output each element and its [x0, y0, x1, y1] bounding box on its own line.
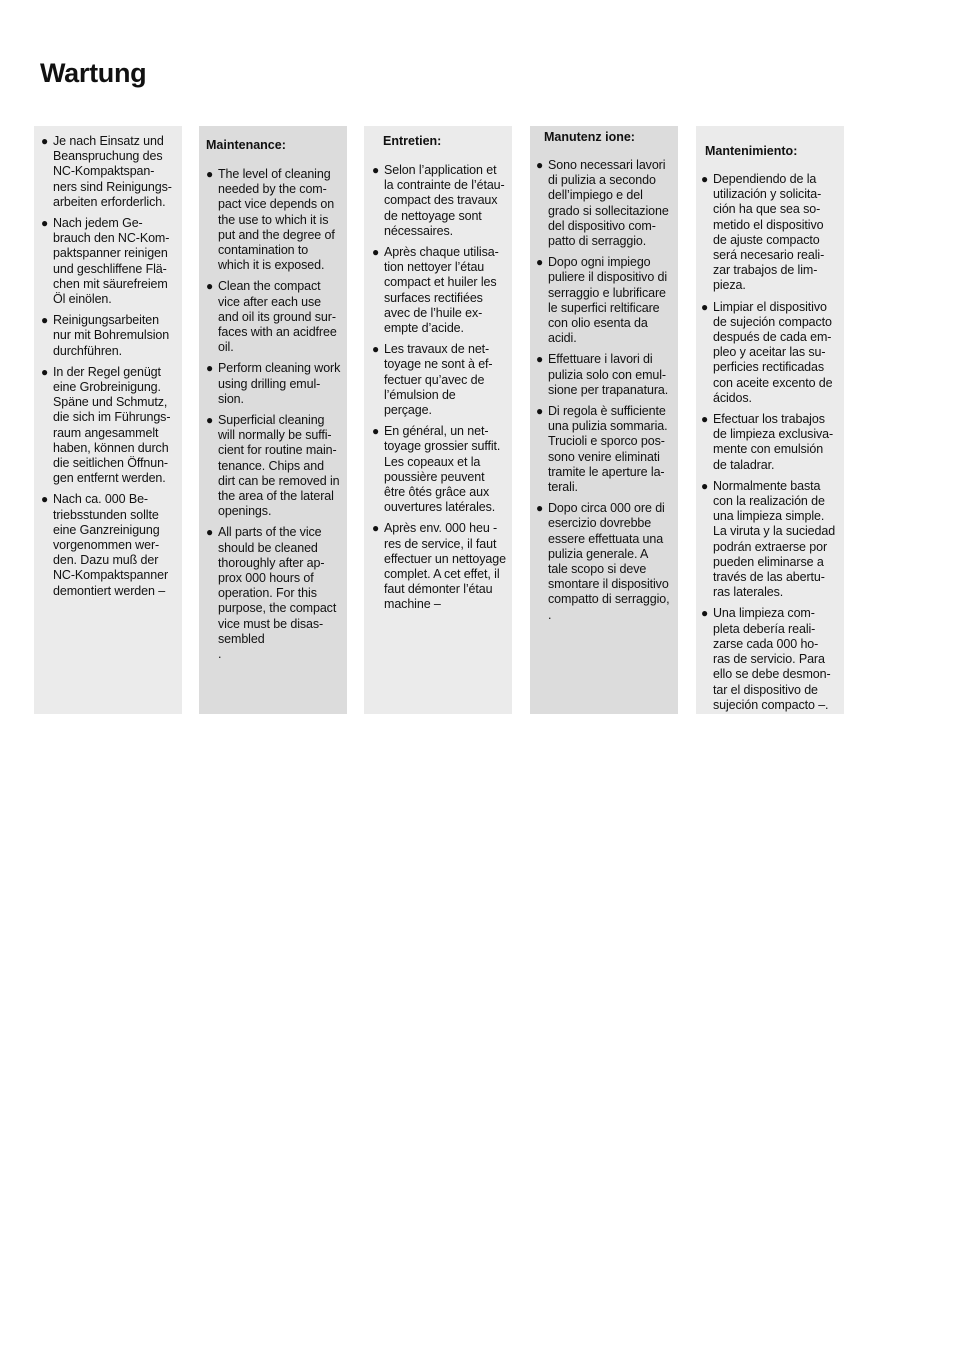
section-heading-entretien: Entretien: [383, 134, 442, 148]
bullet-list-german [34, 126, 182, 599]
bullet-icon: ● [41, 134, 49, 148]
column-english [199, 126, 347, 714]
list-item: ● Reinigungsarbeiten nur mit Bohremulsion durchführen. [41, 313, 170, 358]
bullet-icon: ● [41, 492, 49, 507]
bullet-icon: ● [536, 255, 544, 270]
list-item: ● Clean the compact vice after each use and oil its ground sur- faces with an acidfree oil. [206, 279, 337, 355]
list-item: ● Nach ca. 000 Be- triebsstunden sollte eine Ganzreinigung vorgenommen wer- den. Dazu muß der NC-Kompaktspanner demontiert werden – [41, 492, 169, 598]
bullet-icon: ● [372, 521, 380, 536]
list-item: ● Dependiendo de la utilización y solicita- ción ha que sea so- metido el dispositivo de ajuste compacto será necesario reali- zar trabajos de lim- pieza. [701, 172, 825, 293]
bullet-list-english [199, 153, 347, 662]
bullet-icon: ● [372, 163, 380, 177]
bullet-icon: ● [41, 364, 49, 379]
list-item: ● Dopo ogni impiego puliere il dispositivo di serraggio e lubrificare le superfici reltificare con olio esenta da acidi. [536, 255, 668, 346]
bullet-icon: ● [206, 167, 214, 181]
list-item: ● Normalmente basta con la realización de una limpieza simple. La viruta y la suciedad podrán extraerse por pueden eliminarse a través de las abertu- ras laterales. [701, 478, 836, 600]
bullet-icon: ● [372, 424, 380, 439]
list-item: ● Effettuare i lavori di pulizia solo con emul- sione per trapanatura. [536, 352, 669, 397]
list-item: ● Selon l’application et la contrainte de l’étau- compact des travaux de nettoyage sont nécessaires. [372, 163, 505, 238]
bullet-list-french [364, 149, 512, 613]
bullet-icon: ● [206, 525, 214, 540]
bullet-icon: ● [41, 216, 49, 231]
list-item: ● Les travaux de net- toyage ne sont à ef- fectuer qu’avec de l’émulsion de perçage. [372, 342, 493, 418]
list-item: ● Après chaque utilisa- tion nettoyer l’étau compact et huiler les surfaces rectifiées avec de l’huile ex- empte d’acide. [372, 245, 499, 336]
list-item: ● Après env. 000 heu - res de service, il faut effectuer un nettoyage complet. A cet effet, il faut démonter l’étau machine – [372, 521, 506, 612]
bullet-icon: ● [206, 413, 214, 428]
bullet-icon: ● [536, 158, 544, 172]
list-item: ● All parts of the vice should be cleaned thoroughly after ap- prox 000 hours of operation. For this purpose, the compact vice must be disas- sembled . [206, 525, 337, 662]
bullet-icon: ● [372, 245, 380, 260]
list-item: ● Di regola è sufficiente una pulizia sommaria. Trucioli e sporco pos- sono venire eliminati tramite le aperture la- terali. [536, 404, 668, 495]
page-title: Wartung [40, 58, 147, 88]
list-item: ● Efectuar los trabajos de limpieza exclusiva- mente con emulsión de taladrar. [701, 412, 834, 472]
section-heading-manutenzione: Manutenz ione: [544, 130, 635, 144]
list-item: ● Superficial cleaning will normally be suffi- cient for routine main- tenance. Chips and dirt can be removed in the area of the lateral openings. [206, 413, 340, 519]
bullet-icon: ● [372, 342, 380, 357]
bullet-icon: ● [701, 412, 709, 427]
column-italian [530, 126, 678, 714]
column-french [364, 126, 512, 714]
bullet-icon: ● [701, 478, 709, 493]
column-german [34, 126, 182, 714]
list-item: ● Sono necessari lavori di pulizia a secondo dell’impiego e del grado si sollecitazione del dispositivo com- patto di serraggio. [536, 158, 669, 249]
bullet-icon: ● [536, 404, 544, 419]
list-item: ● In der Regel genügt eine Grobreinigung. Späne und Schmutz, die sich im Führungs- raum angesammelt haben, können durch die seitlichen Öffnun- gen entfernt werden. [41, 364, 171, 486]
bullet-icon: ● [206, 361, 214, 376]
list-item: ● The level of cleaning needed by the com- pact vice depends on the use to which it is put and the degree of contamination to which it is exposed. [206, 167, 335, 273]
bullet-list-spanish [696, 159, 844, 713]
list-item: ● Je nach Einsatz und Beanspruchung des NC-Kompaktspan- ners sind Reinigungs- arbeiten erforderlich. [41, 134, 172, 209]
list-item: ● Perform cleaning work using drilling emul- sion. [206, 361, 341, 406]
list-item: ● Dopo circa 000 ore di esercizio dovrebbe essere effettuata una pulizia generale. A tale scopo si deve smontare il dispositivo compatto di serraggio, . [536, 501, 670, 622]
bullet-icon: ● [701, 172, 709, 186]
bullet-icon: ● [536, 352, 544, 367]
bullet-icon: ● [701, 299, 709, 314]
bullet-icon: ● [536, 501, 544, 516]
bullet-list-italian [530, 145, 678, 623]
list-item: ● Una limpieza com- pleta debería reali- zarse cada 000 ho- ras de servicio. Para ello se debe desmon- tar el dispositivo de sujeción compacto –. [701, 606, 831, 712]
bullet-icon: ● [41, 313, 49, 328]
section-heading-maintenance: Maintenance: [206, 138, 286, 152]
list-item: ● Limpiar el dispositivo de sujeción compacto después de cada em- pleo y aceitar las su- perficies rectificadas con aceite excento de ácidos. [701, 299, 833, 405]
section-heading-mantenimiento: Mantenimiento: [705, 144, 798, 158]
bullet-icon: ● [206, 279, 214, 294]
bullet-icon: ● [701, 606, 709, 621]
column-spanish [696, 126, 844, 714]
list-item: ● En général, un net- toyage grossier suffit. Les copeaux et la poussière peuvent être ôtés grâce aux ouvertures latérales. [372, 424, 501, 515]
list-item: ● Nach jedem Ge- brauch den NC-Kom- paktspanner reinigen und geschliffene Flä- chen mit säurefreiem Öl einölen. [41, 216, 170, 307]
